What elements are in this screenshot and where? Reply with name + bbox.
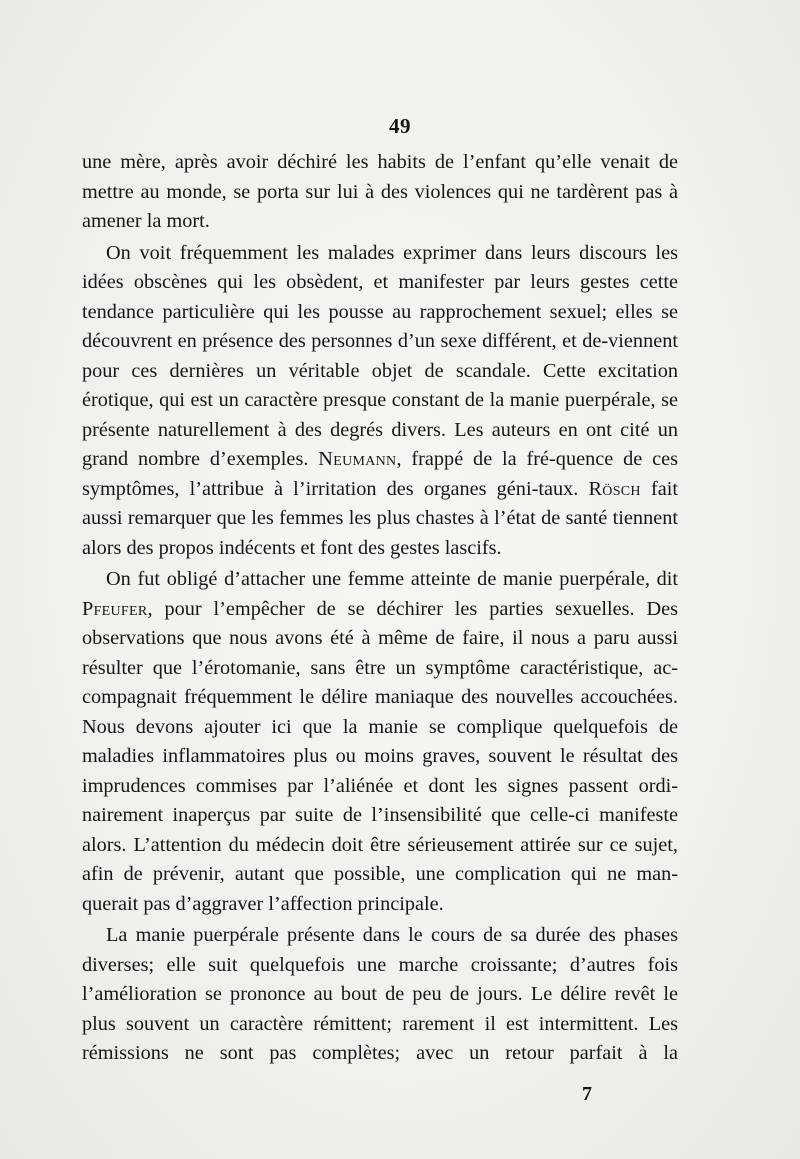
paragraph (82, 565, 678, 919)
paragraph (82, 148, 678, 237)
text-run: , frappé de la fré-quence de ces symptômes, l’attribue à l’irritation des organes géni-taux. (82, 448, 678, 500)
text-run: On voit fréquemment les malades exprimer dans leurs discours les idées obscènes qui les obsèdent, et manifester par leurs gestes cette tendance particulière qui les pousse au rapprochement sexuel; elles se découvrent en présence des personnes d’un sexe différent, et de-viennent pour ces dernières un véritable objet de scandale. Cette excitation érotique, qui est un caractère presque constant de la manie puerpérale, se présente naturellement à des degrés divers. Les auteurs en ont cité un grand nombre d’exemples. (82, 241, 678, 470)
author-name: Rösch (588, 477, 641, 500)
body-text (82, 148, 678, 1071)
signature-mark: 7 (582, 1083, 592, 1105)
text-run: On fut obligé d’attacher une femme atteinte de manie puerpérale, dit (106, 568, 678, 590)
text-run: , pour l’empêcher de se déchirer les parties sexuelles. Des observations que nous avons été à même de faire, il nous a paru aussi résulter que l’érotomanie, sans être un symptôme caractéristique, ac-compagnait fréquemment le délire maniaque des nouvelles accouchées. Nous devons ajouter ici que la manie se complique quelquefois de maladies inflammatoires plus ou moins graves, souvent le résultat des imprudences commises par l’aliénée et dont les signes passent ordi-nairement inaperçus par suite de l’insensibilité que celle-ci manifeste alors. L’attention du médecin doit être sérieusement attirée sur ce sujet, afin de prévenir, autant que possible, une complication qui ne man-querait pas d’aggraver l’affection principale. (82, 597, 678, 915)
page-number: 49 (389, 114, 411, 138)
author-name: Neumann (318, 448, 397, 470)
text-run: La manie puerpérale présente dans le cours de sa durée des phases diverses; elle suit quelquefois une marche croissante; d’autres fois l’amélioration se prononce au bout de peu de jours. Le délire revêt le plus souvent un caractère rémittent; rarement il est intermittent. Les rémissions ne sont pas complètes; avec un retour parfait à la (82, 924, 678, 1064)
author-name: Pfeufer (82, 597, 148, 620)
paragraph (82, 239, 678, 564)
text-run: une mère, après avoir déchiré les habits de l’enfant qu’elle venait de mettre au monde, se porta sur lui à des violences qui ne tardèrent pas à amener la mort. (82, 151, 678, 232)
paragraph (82, 921, 678, 1069)
text-run: fait aussi remarquer que les femmes les plus chastes à l’état de santé tiennent alors des propos indécents et font des gestes lascifs. (82, 477, 678, 559)
